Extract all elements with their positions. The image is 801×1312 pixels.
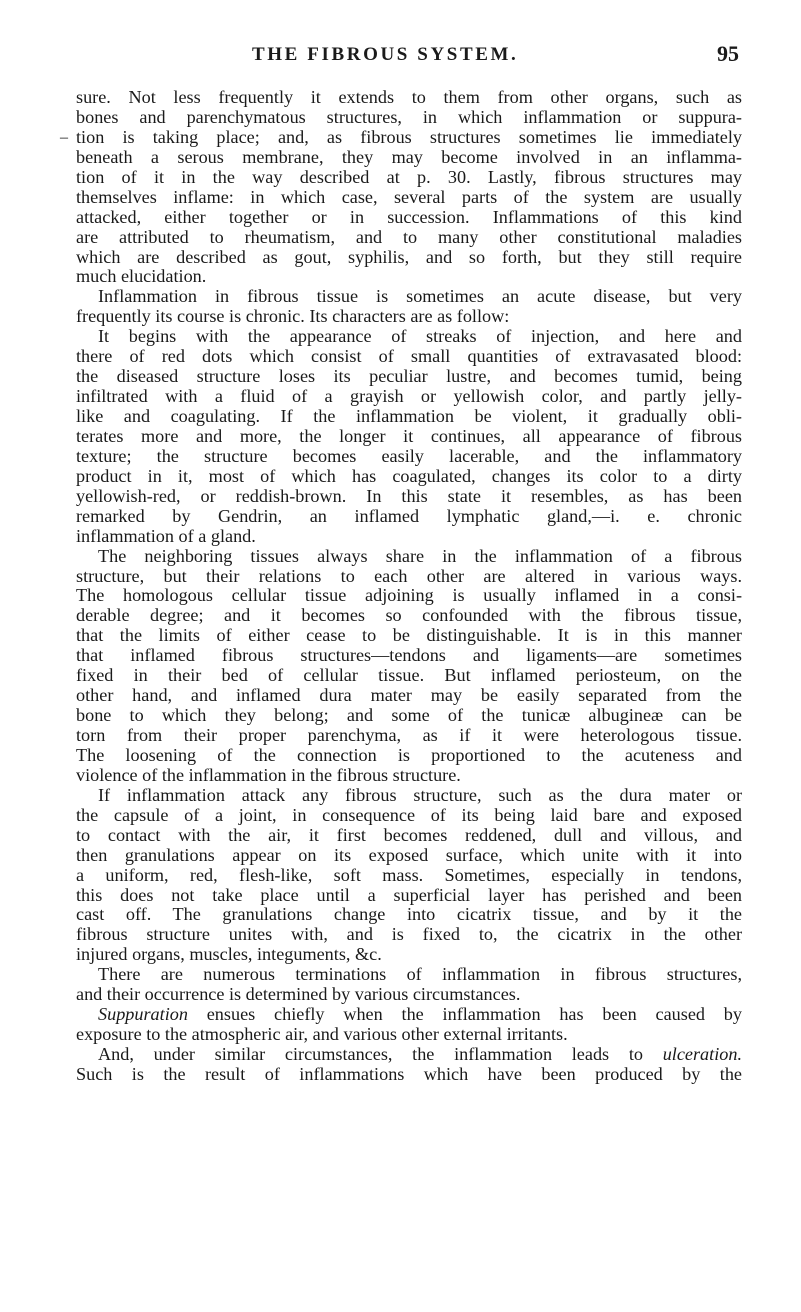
text-line: The loosening of the connection is proportioned to the acuteness and [76, 744, 742, 765]
text-line: Inflammation in fibrous tissue is sometimes an acute disease, but very [98, 286, 742, 307]
text-line: The homologous cellular tissue adjoining is usually inflamed in a consi- [76, 585, 742, 606]
text-line: fibrous structure unites with, and is fixed to, the cicatrix in the other [76, 924, 742, 945]
text-line: injured organs, muscles, integuments, &c. [76, 944, 382, 965]
text-line: are attributed to rheumatism, and to many other constitutional maladies [76, 226, 742, 247]
text-line: frequently its course is chronic. Its characters are as follow: [76, 306, 510, 327]
text-line: structure, but their relations to each other are altered in various ways. [76, 565, 742, 586]
text-line: bones and parenchymatous structures, in which inflammation or suppura- [76, 106, 742, 127]
text-line: cast off. The granulations change into cicatrix tissue, and by it the [76, 904, 742, 925]
text-line: yellowish-red, or reddish-brown. In this state it resembles, as has been [76, 485, 742, 506]
text-line: It begins with the appearance of streaks of injection, and here and [98, 326, 742, 347]
text-line: that inflamed fibrous structures—tendons and ligaments—are sometimes [76, 645, 742, 666]
text-line: a uniform, red, flesh-like, soft mass. Sometimes, especially in tendons, [76, 864, 742, 885]
text-line: much elucidation. [76, 266, 207, 287]
text-line: Such is the result of inflammations which have been produced by the [76, 1063, 742, 1084]
line-rest: ensues chiefly when the inflammation has been caused by [187, 1004, 742, 1025]
text-line: tion is taking place; and, as fibrous structures sometimes lie immediately [76, 126, 742, 147]
text-line: sure. Not less frequently it extends to them from other organs, such as [76, 87, 742, 107]
text-line: like and coagulating. If the inflammation be violent, it gradually obli- [76, 406, 742, 426]
text-line: infiltrated with a fluid of a grayish or yellowish color, and partly jelly- [76, 386, 742, 407]
text-line [76, 1005, 742, 1025]
text-line: violence of the inflammation in the fibrous structure. [76, 764, 461, 785]
text-line: inflammation of a gland. [76, 525, 256, 546]
body-text [76, 88, 742, 1085]
text-line: terates more and more, the longer it continues, all appearance of fibrous [76, 425, 742, 446]
text-line: texture; the structure becomes easily lacerable, and the inflammatory [76, 445, 742, 466]
text-line: bone to which they belong; and some of the tunicæ albugineæ can be [76, 705, 742, 726]
text-line: themselves inflame: in which case, several parts of the system are usually [76, 186, 742, 207]
text-line: There are numerous terminations of inflammation in fibrous structures, [98, 964, 742, 985]
text-line: attacked, either together or in succession. Inflammations of this kind [76, 206, 742, 227]
text-line: the capsule of a joint, in consequence of its being laid bare and exposed [76, 804, 742, 825]
text-line: exposure to the atmospheric air, and various other external irritants. [76, 1024, 568, 1045]
text-line: the diseased structure loses its peculiar lustre, and becomes tumid, being [76, 366, 742, 387]
italic-term: Suppuration [98, 1004, 188, 1025]
text-line: tion of it in the way described at p. 30. Lastly, fibrous structures may [76, 166, 742, 187]
text-line: and their occurrence is determined by various circumstances. [76, 984, 521, 1005]
text-line: which are described as gout, syphilis, and so forth, but they still require [76, 246, 742, 267]
margin-mark: – [60, 129, 68, 146]
italic-term: ulceration. [662, 1044, 742, 1064]
text-line: to contact with the air, it first becomes reddened, dull and villous, and [76, 824, 742, 845]
text-line: derable degree; and it becomes so confounded with the fibrous tissue, [76, 605, 742, 626]
text-line: If inflammation attack any fibrous structure, such as the dura mater or [98, 784, 742, 805]
text-line: fixed in their bed of cellular tissue. But inflamed periosteum, on the [76, 665, 742, 686]
text-line: product in it, most of which has coagulated, changes its color to a dirty [76, 465, 742, 486]
text-line: that the limits of either cease to be distinguishable. It is in this manner [76, 625, 742, 646]
text-line: beneath a serous membrane, they may become involved in an inflamma- [76, 146, 742, 167]
running-head: THE FIBROUS SYSTEM. [252, 44, 519, 65]
line-prefix: And, under similar circumstances, the inflammation leads to [98, 1044, 663, 1064]
text-line [76, 1045, 742, 1065]
text-line: there of red dots which consist of small quantities of extravasated blood: [76, 346, 742, 367]
text-line: then granulations appear on its exposed surface, which unite with it into [76, 844, 742, 865]
text-line: remarked by Gendrin, an inflamed lymphatic gland,—i. e. chronic [76, 505, 742, 526]
page-number: 95 [717, 41, 739, 66]
text-line: The neighboring tissues always share in the inflammation of a fibrous [98, 545, 742, 566]
text-line: other hand, and inflamed dura mater may be easily separated from the [76, 685, 742, 706]
text-line: torn from their proper parenchyma, as if it were heterologous tissue. [76, 725, 742, 745]
text-line: this does not take place until a superficial layer has perished and been [76, 884, 742, 905]
